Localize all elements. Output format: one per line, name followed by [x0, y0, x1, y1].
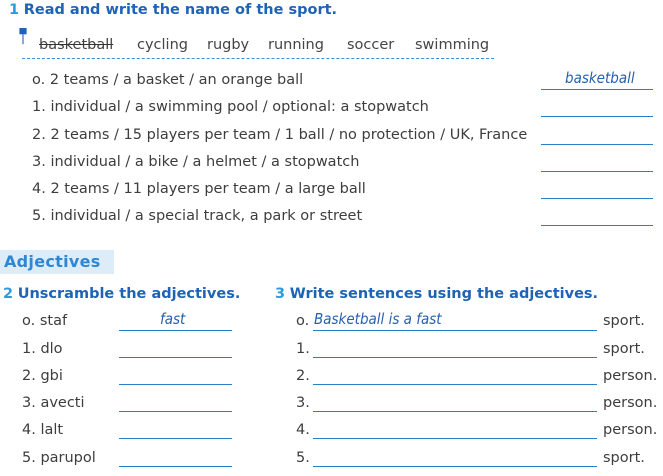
sentence-end: sport.: [603, 341, 645, 357]
exercise-1-item: 3. individual / a bike / a helmet / a stopwatch: [32, 154, 360, 170]
word-bank-item: basketball: [39, 37, 114, 53]
exercise-2-item: 4. lalt: [22, 422, 64, 438]
exercise-3-number: 4.: [296, 422, 310, 438]
word-bank-item: soccer: [347, 37, 395, 53]
exercise-3-number: 3.: [296, 395, 310, 411]
answer-line[interactable]: [313, 330, 597, 331]
exercise-2-item: 2. gbi: [22, 368, 63, 384]
exercise-title: Read and write the name of the sport.: [23, 2, 338, 18]
sentence-end: person.: [603, 368, 658, 384]
exercise-2-item: 5. parupol: [22, 450, 96, 466]
answer-line[interactable]: [541, 116, 653, 117]
answer-line[interactable]: [119, 438, 232, 439]
sentence-end: person.: [603, 422, 658, 438]
sentence-end: person.: [603, 395, 658, 411]
answer-text: basketball: [565, 69, 635, 87]
answer-line[interactable]: [541, 89, 653, 90]
exercise-1-item: 2. 2 teams / 15 players per team / 1 ball / no protection / UK, France: [32, 127, 528, 143]
answer-line[interactable]: [313, 357, 597, 358]
section-title: Adjectives: [4, 252, 101, 271]
exercise-title: Unscramble the adjectives.: [17, 286, 241, 302]
word-bank-item: swimming: [415, 37, 490, 53]
answer-line[interactable]: [119, 357, 232, 358]
exercise-number: 1: [9, 2, 20, 18]
exercise-number: 2: [3, 286, 14, 302]
answer-text: Basketball is a fast: [314, 310, 442, 328]
word-bank-item: cycling: [137, 37, 188, 53]
sentence-end: sport.: [603, 313, 645, 329]
exercise-3-number: 5.: [296, 450, 310, 466]
answer-line[interactable]: [119, 411, 232, 412]
answer-line[interactable]: [119, 330, 232, 331]
exercise-1-heading: [9, 2, 337, 18]
word-bank-item: rugby: [207, 37, 250, 53]
answer-line[interactable]: [541, 171, 653, 172]
exercise-1-item: o. 2 teams / a basket / an orange ball: [32, 72, 304, 88]
answer-text: fast: [160, 310, 186, 328]
exercise-2-item: 3. avecti: [22, 395, 85, 411]
exercise-3-heading: [275, 286, 598, 302]
sentence-end: sport.: [603, 450, 645, 466]
answer-line[interactable]: [313, 438, 597, 439]
word-bank-item: running: [268, 37, 324, 53]
answer-line[interactable]: [541, 198, 653, 199]
exercise-title: Write sentences using the adjectives.: [289, 286, 599, 302]
answer-line[interactable]: [119, 384, 232, 385]
answer-line[interactable]: [313, 384, 597, 385]
exercise-1-item: 1. individual / a swimming pool / optional: a stopwatch: [32, 99, 429, 115]
exercise-3-number: o.: [296, 313, 310, 329]
exercise-1-item: 4. 2 teams / 11 players per team / a large ball: [32, 181, 366, 197]
answer-line[interactable]: [119, 466, 232, 467]
answer-line[interactable]: [313, 411, 597, 412]
exercise-1-item: 5. individual / a special track, a park or street: [32, 208, 363, 224]
answer-line[interactable]: [541, 144, 653, 145]
exercise-2-item: o. staf: [22, 313, 68, 329]
exercise-3-number: 1.: [296, 341, 310, 357]
exercise-3-number: 2.: [296, 368, 310, 384]
answer-line[interactable]: [541, 225, 653, 226]
exercise-2-heading: [3, 286, 240, 302]
answer-line[interactable]: [313, 466, 597, 467]
exercise-2-item: 1. dlo: [22, 341, 63, 357]
exercise-number: 3: [275, 286, 286, 302]
word-bank: [22, 34, 494, 59]
